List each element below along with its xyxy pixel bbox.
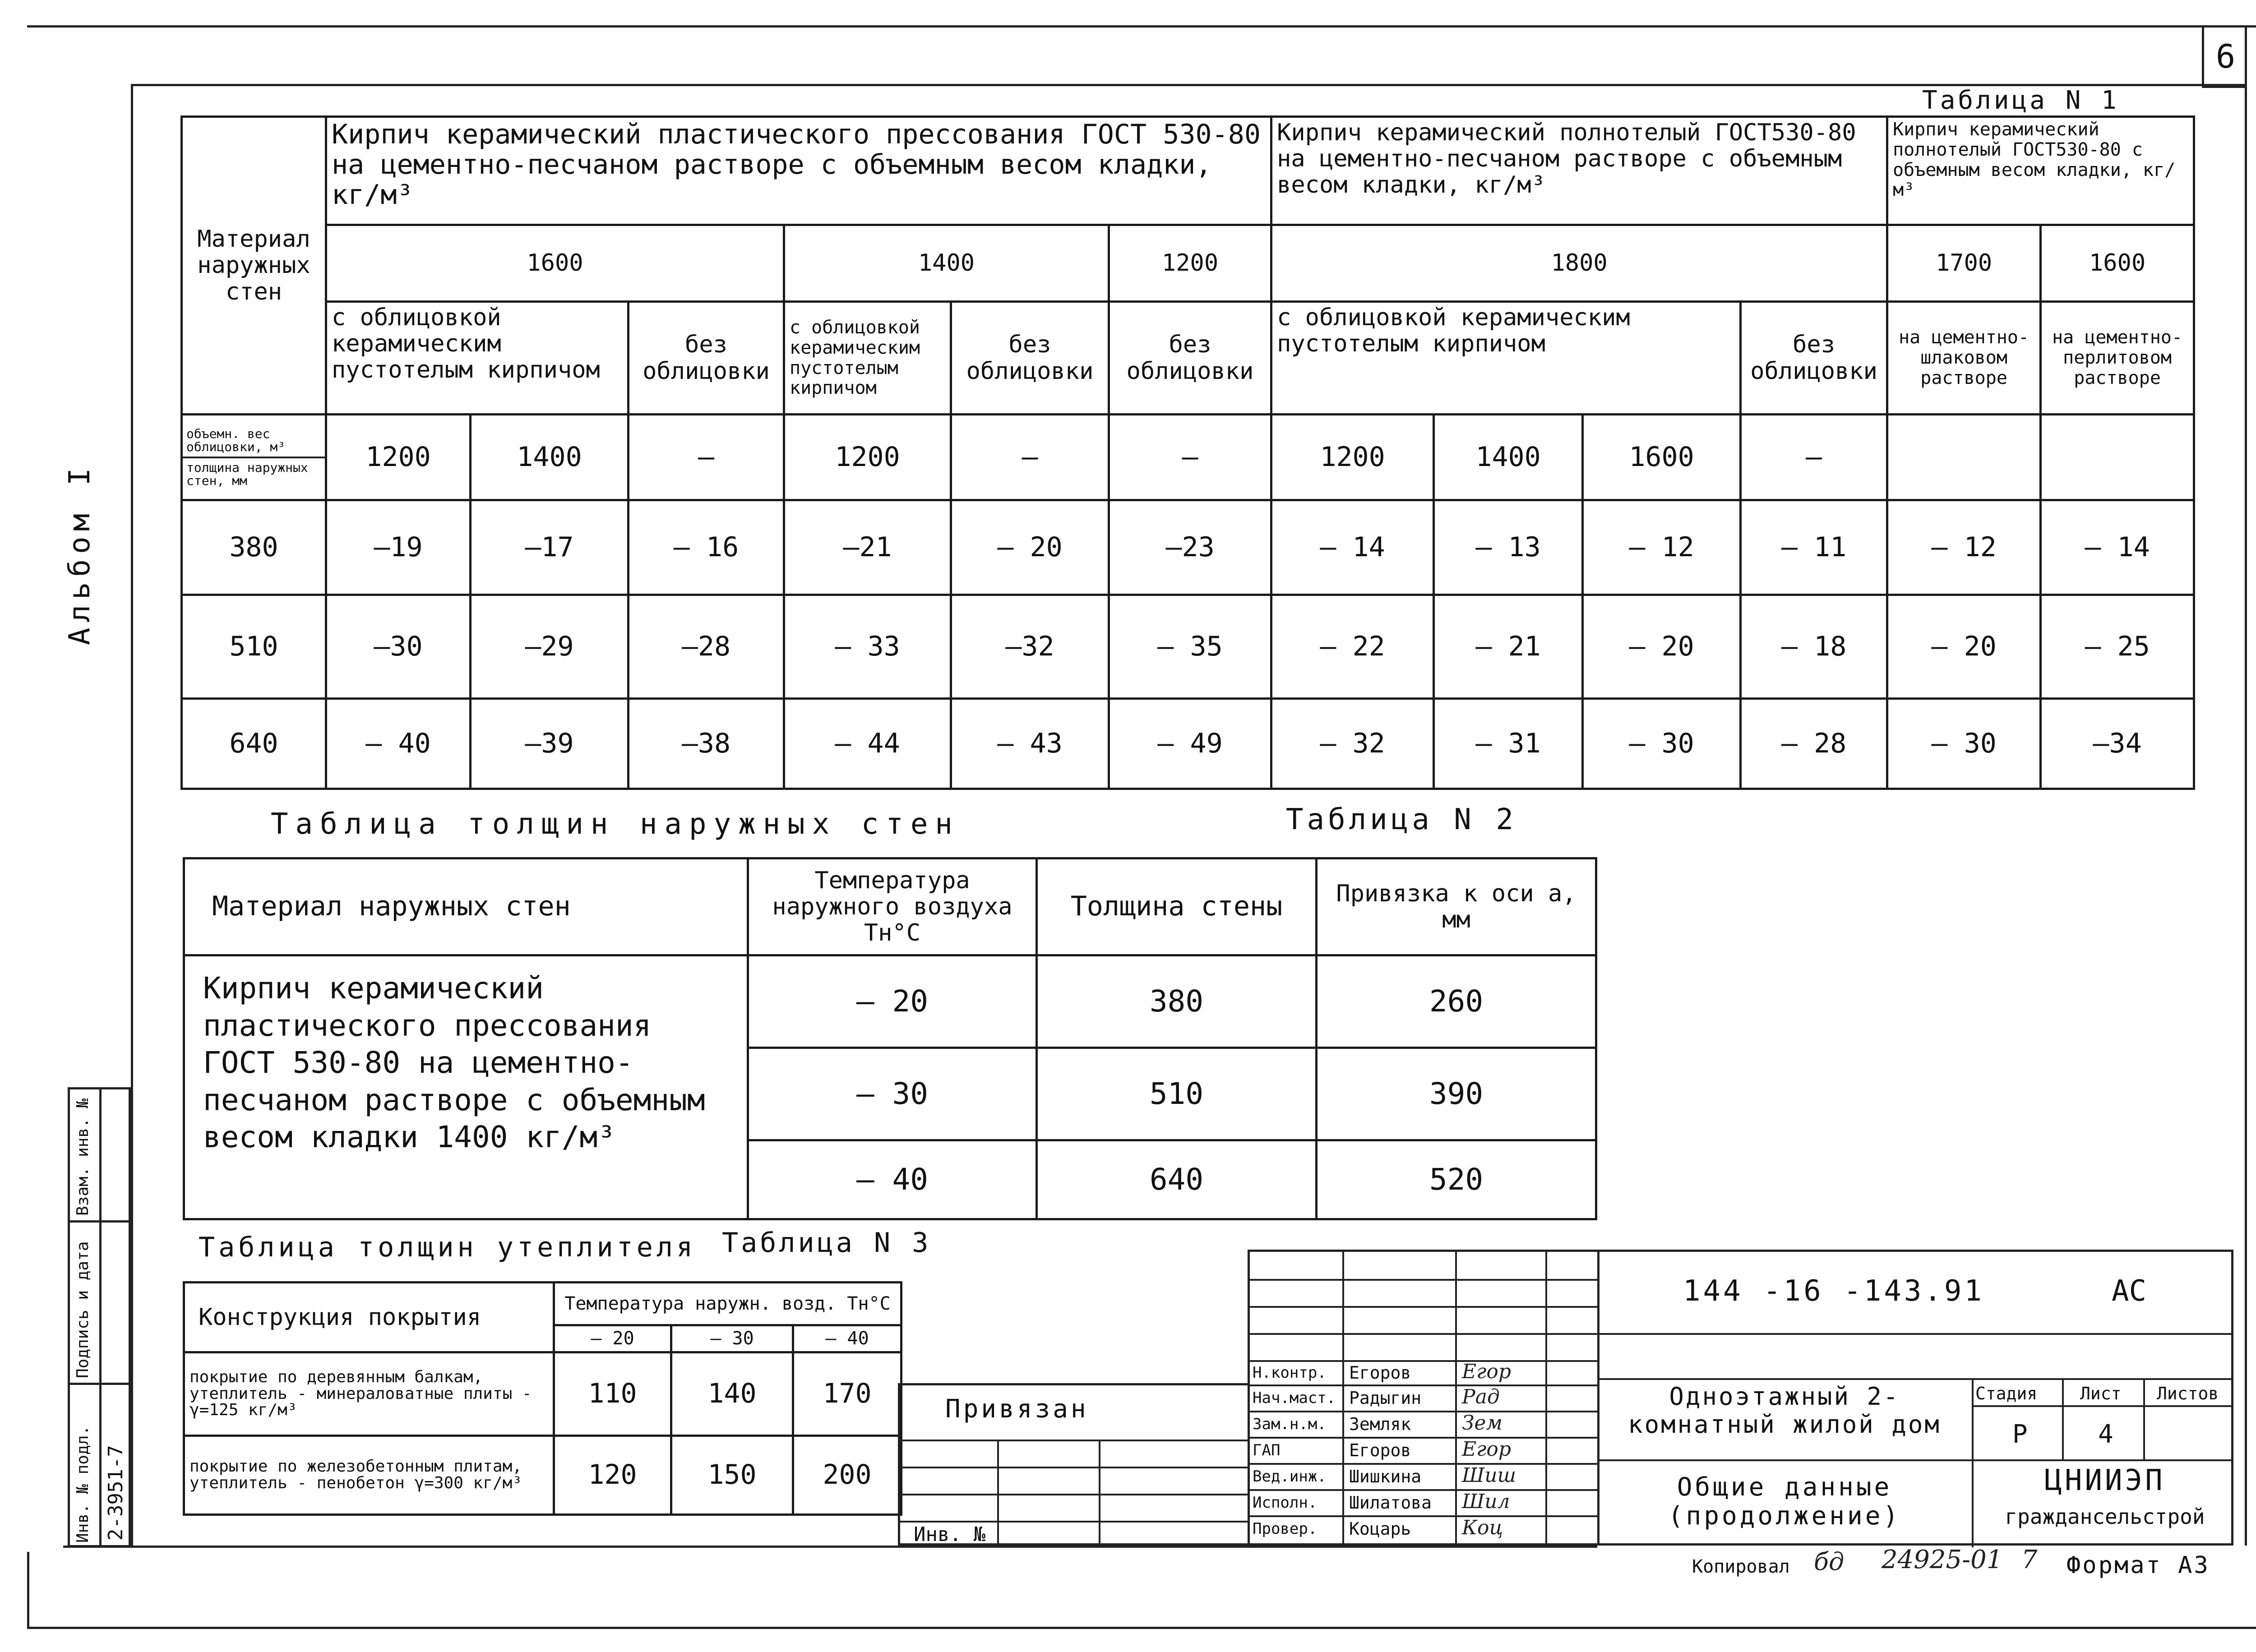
format-label: Формат А3	[2066, 1552, 2210, 1579]
t3-value: 140	[671, 1352, 793, 1436]
role-name: Земляк	[1349, 1414, 1411, 1434]
value-cell: — 11	[1741, 500, 1887, 595]
value-cell: — 30	[1887, 699, 2041, 789]
group1-title: Кирпич керамический пластического прессования ГОСТ 530-80 на цементно-песчаном растворе с объемным весом кладки, кг/м³	[326, 117, 1271, 225]
density-1800: 1800	[1271, 225, 1887, 302]
t3-row-label: покрытие по деревянным балкам, утеплитель - минераловатные плиты - γ=125 кг/м³	[184, 1352, 554, 1436]
t3-header-construction: Конструкция покрытия	[184, 1283, 554, 1352]
value-cell: — 20	[951, 500, 1109, 595]
sub-without-facing-3: без облицовки	[1109, 302, 1271, 415]
role-sign: Шиш	[1462, 1464, 1516, 1487]
t3-value: 200	[793, 1436, 901, 1515]
facing-weight: 1400	[471, 415, 629, 500]
role-sign: Егор	[1462, 1360, 1512, 1383]
table-row	[184, 1352, 901, 1436]
density-1700: 1700	[1887, 225, 2041, 302]
facing-weight: —	[629, 415, 784, 500]
table3-caption: Таблица N 3	[722, 1227, 931, 1259]
sub-with-facing-3: с облицовкой керамическим пустотелым кирпичом	[1271, 302, 1741, 415]
role-row	[1250, 1464, 1597, 1489]
role-sign: Зем	[1462, 1412, 1502, 1435]
density-1600b: 1600	[2041, 225, 2194, 302]
value-cell: —21	[784, 500, 951, 595]
sub-on-slag: на цементно-шлаковом растворе	[1887, 302, 2041, 415]
role-row	[1250, 1438, 1597, 1463]
value-cell: — 44	[784, 699, 951, 789]
album-label: Альбом I	[63, 462, 97, 645]
facing-weight: 1600	[1583, 415, 1741, 500]
inner-left-line	[131, 84, 133, 1546]
t3-value: 150	[671, 1436, 793, 1515]
role-row	[1250, 1385, 1597, 1411]
table-row	[182, 595, 2194, 699]
sheet-number-box	[2202, 27, 2247, 88]
stamp-vzam-label: Взам. инв. №	[74, 1098, 92, 1216]
t3-temp: – 20	[554, 1325, 671, 1352]
sheet-label: Лист	[2080, 1384, 2122, 1403]
value-cell: — 18	[1741, 595, 1887, 699]
sub-without-facing-1: без облицовки	[629, 302, 784, 415]
value-cell: —38	[629, 699, 784, 789]
inner-right-line	[2245, 27, 2247, 1546]
value-cell: —32	[951, 595, 1109, 699]
value-cell: — 12	[1887, 500, 2041, 595]
t2-temp: – 30	[748, 1048, 1037, 1140]
t3-value: 110	[554, 1352, 671, 1436]
sheet-value: 4	[2098, 1420, 2113, 1449]
thickness-cell: 510	[182, 595, 326, 699]
sub-without-facing-2: без облицовки	[951, 302, 1109, 415]
role-sign: Коц	[1462, 1516, 1503, 1539]
value-cell: —28	[629, 595, 784, 699]
value-cell: — 30	[1583, 699, 1741, 789]
facing-weight: —	[951, 415, 1109, 500]
value-cell: — 25	[2041, 595, 2194, 699]
role-name: Шишкина	[1349, 1467, 1422, 1486]
table3-title: Таблица толщин утеплителя	[199, 1232, 697, 1263]
t2-offset: 520	[1317, 1140, 1596, 1219]
role-sign: Шил	[1462, 1490, 1510, 1513]
value-cell: — 20	[1887, 595, 2041, 699]
stage-value: Р	[2012, 1420, 2028, 1449]
thickness-cell: 640	[182, 699, 326, 789]
table2-caption: Таблица N 2	[1286, 803, 1517, 836]
role-row	[1250, 1360, 1597, 1385]
value-cell: — 20	[1583, 595, 1741, 699]
facing-weight: —	[1109, 415, 1271, 500]
density-1200: 1200	[1109, 225, 1271, 302]
order-suffix: 7	[2021, 1545, 2038, 1574]
role-name: Радыгин	[1349, 1388, 1422, 1408]
row-label-cell	[182, 415, 326, 500]
value-cell: — 49	[1109, 699, 1271, 789]
binding-inv-label: Инв. №	[914, 1523, 985, 1546]
copied-sign: бд	[1814, 1547, 1845, 1576]
role-name: Шилатова	[1349, 1493, 1432, 1513]
value-cell: — 13	[1434, 500, 1583, 595]
sheet-title: Общие данные (продолжение)	[1668, 1472, 1901, 1531]
role-name: Егоров	[1349, 1363, 1411, 1383]
role-label: Вед.инж.	[1253, 1467, 1327, 1486]
stamp-sign-label: Подпись и дата	[74, 1241, 92, 1378]
facing-weight: 1200	[326, 415, 471, 500]
value-cell: — 35	[1109, 595, 1271, 699]
facing-weight: 1200	[1271, 415, 1434, 500]
facing-weight: 1400	[1434, 415, 1583, 500]
inner-bottom-line	[63, 1546, 1597, 1548]
row-label-bottom: толщина наружных стен, мм	[186, 460, 308, 488]
bottom-border-line	[27, 1627, 2256, 1629]
role-label: Н.контр.	[1253, 1364, 1327, 1382]
role-label: ГАП	[1253, 1441, 1281, 1459]
t3-value: 170	[793, 1352, 901, 1436]
table1	[180, 115, 2195, 790]
value-cell: — 22	[1271, 595, 1434, 699]
t2-header-temp: Температура наружного воздуха Тн°С	[748, 858, 1037, 955]
value-cell: — 33	[784, 595, 951, 699]
title-block	[1248, 1250, 2233, 1546]
value-cell: —19	[326, 500, 471, 595]
t2-header-material: Материал наружных стен	[184, 858, 748, 955]
role-name: Егоров	[1349, 1440, 1411, 1460]
sub-with-facing-2: с облицовкой керамическим пустотелым кирпичом	[784, 302, 951, 415]
facing-weight	[2041, 415, 2194, 500]
value-cell: —39	[471, 699, 629, 789]
t2-offset: 390	[1317, 1048, 1596, 1140]
role-label: Зам.н.м.	[1253, 1415, 1327, 1433]
density-1400: 1400	[784, 225, 1109, 302]
value-cell: —34	[2041, 699, 2194, 789]
sheet-number: 6	[2215, 37, 2236, 75]
sheets-label: Листов	[2157, 1384, 2219, 1403]
value-cell: —23	[1109, 500, 1271, 595]
project-name: Одноэтажный 2-комнатный жилой дом	[1628, 1382, 1941, 1439]
t2-thickness: 510	[1037, 1048, 1317, 1140]
doc-code: 144 -16 -143.91	[1683, 1274, 1984, 1308]
table2	[183, 857, 1597, 1220]
sub-without-facing-4: без облицовки	[1741, 302, 1887, 415]
table3	[183, 1281, 902, 1516]
density-1600: 1600	[326, 225, 784, 302]
left-border-line	[27, 1552, 29, 1629]
side-stamp	[68, 1087, 131, 1547]
role-row	[1250, 1516, 1597, 1541]
row-label-top: объемн. вес облицовки, м³	[183, 425, 325, 458]
value-cell: — 21	[1434, 595, 1583, 699]
group2-title: Кирпич керамический полнотелый ГОСТ530-80 на цементно-песчаном растворе с объемным весом кладки, кг/м³	[1271, 117, 1887, 225]
value-cell: —29	[471, 595, 629, 699]
stamp-inv-number: 2-3951-7	[104, 1445, 127, 1541]
role-label: Исполн.	[1253, 1494, 1318, 1512]
t3-temp: – 30	[671, 1325, 793, 1352]
role-row	[1250, 1412, 1597, 1437]
value-cell: — 32	[1271, 699, 1434, 789]
value-cell: — 40	[326, 699, 471, 789]
group3-title: Кирпич керамический полнотелый ГОСТ530-80 с объемным весом кладки, кг/м³	[1887, 117, 2194, 225]
t3-header-temp: Температура наружн. возд. Тн°С	[554, 1283, 901, 1325]
t3-temp: – 40	[793, 1325, 901, 1352]
t3-value: 120	[554, 1436, 671, 1515]
sub-on-perlite: на цементно-перлитовом растворе	[2041, 302, 2194, 415]
role-row	[1250, 1490, 1597, 1515]
table-row	[182, 500, 2194, 595]
value-cell: — 12	[1583, 500, 1741, 595]
value-cell: — 31	[1434, 699, 1583, 789]
facing-weight: 1200	[784, 415, 951, 500]
value-cell: — 16	[629, 500, 784, 595]
binding-label: Привязан	[945, 1394, 1089, 1424]
binding-block	[898, 1383, 1248, 1546]
table2-title: Таблица толщин наружных стен	[271, 808, 960, 841]
t3-row-label: покрытие по железобетонным плитам, утеплитель - пенобетон γ=300 кг/м³	[184, 1436, 554, 1515]
role-sign: Рад	[1462, 1385, 1500, 1408]
facing-weight	[1887, 415, 2041, 500]
org-name: ЦНИИЭП	[2044, 1464, 2165, 1497]
value-cell: — 14	[1271, 500, 1434, 595]
t2-offset: 260	[1317, 955, 1596, 1048]
copied-label: Копировал	[1692, 1556, 1790, 1577]
role-label: Провер.	[1253, 1520, 1318, 1538]
order-number: 24925-01	[1882, 1545, 2003, 1574]
table-row	[182, 699, 2194, 789]
material-header: Материал наружных стен	[182, 117, 326, 415]
table1-caption: Таблица N 1	[1922, 86, 2119, 115]
t2-header-thickness: Толщина стены	[1037, 858, 1317, 955]
t2-thickness: 380	[1037, 955, 1317, 1048]
top-border-line	[27, 25, 2256, 28]
value-cell: —30	[326, 595, 471, 699]
t2-thickness: 640	[1037, 1140, 1317, 1219]
value-cell: — 28	[1741, 699, 1887, 789]
org-sub: граждансельстрой	[2005, 1504, 2205, 1529]
role-sign: Егор	[1462, 1438, 1512, 1461]
t2-temp: – 20	[748, 955, 1037, 1048]
t2-header-offset: Привязка к оси а, мм	[1317, 858, 1596, 955]
value-cell: — 14	[2041, 500, 2194, 595]
sub-with-facing: с облицовкой керамическим пустотелым кирпичом	[326, 302, 629, 415]
t2-material: Кирпич керамический пластического прессования ГОСТ 530-80 на цементно-песчаном растворе с объемным весом кладки 1400 кг/м³	[184, 955, 748, 1219]
value-cell: — 43	[951, 699, 1109, 789]
role-label: Нач.маст.	[1253, 1389, 1336, 1407]
role-name: Коцарь	[1349, 1519, 1411, 1539]
stamp-inv-label: Инв. № подл.	[74, 1425, 92, 1543]
facing-weight: —	[1741, 415, 1887, 500]
table-row	[184, 1436, 901, 1515]
doc-mark: АС	[2112, 1274, 2147, 1308]
thickness-cell: 380	[182, 500, 326, 595]
t2-temp: – 40	[748, 1140, 1037, 1219]
table-row	[184, 955, 1596, 1048]
value-cell: —17	[471, 500, 629, 595]
stage-label: Стадия	[1975, 1384, 2038, 1403]
